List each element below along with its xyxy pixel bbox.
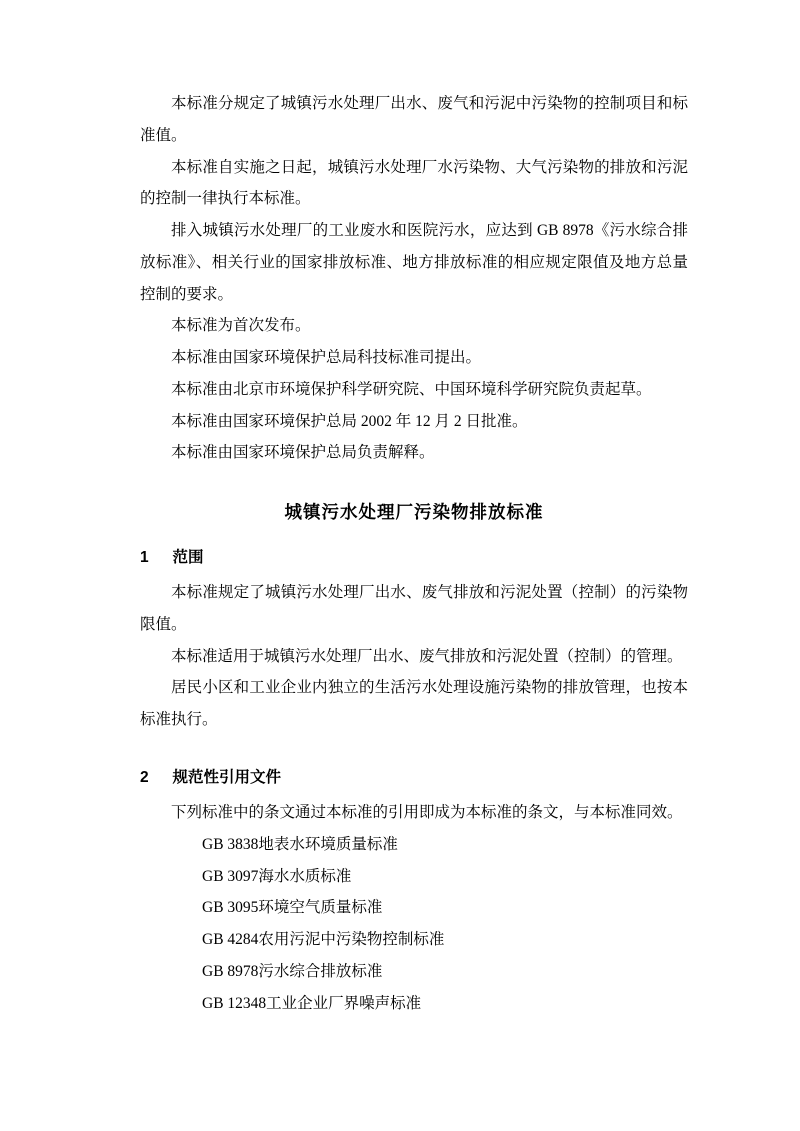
list-item xyxy=(140,892,688,924)
list-item xyxy=(140,956,688,988)
section-heading-1 xyxy=(140,542,688,573)
preface-statement-4: 本标准由国家环境保护总局 2002 年 12 月 2 日批准。 xyxy=(171,412,528,430)
reference-name: 环境空气质量标准 xyxy=(258,899,383,917)
list-item xyxy=(140,861,688,893)
list-item xyxy=(140,924,688,956)
reference-code: GB 8978 xyxy=(202,962,259,980)
preface-statement-3: 本标准由北京市环境保护科学研究院、中国环境科学研究院负责起草。 xyxy=(171,380,652,398)
preface-paragraph-3: 排入城镇污水处理厂的工业废水和医院污水，应达到 GB 8978《污水综合排放标准》、相关行业的国家排放标准、地方排放标准的相应规定限值及地方总量控制的要求。 xyxy=(140,222,688,303)
list-item xyxy=(140,988,688,1020)
preface-statement-5: 本标准由国家环境保护总局负责解释。 xyxy=(171,444,435,462)
reference-code: GB 12348 xyxy=(202,994,267,1012)
reference-name: 污水综合排放标准 xyxy=(258,962,383,980)
section-title-2: 规范性引用文件 xyxy=(172,769,282,787)
section-number-2: 2 xyxy=(140,769,149,787)
reference-code: GB 3095 xyxy=(202,899,259,917)
section-1-paragraph-3: 居民小区和工业企业内独立的生活污水处理设施污染物的排放管理，也按本标准执行。 xyxy=(140,679,688,729)
section-number-1: 1 xyxy=(140,549,149,567)
preface-paragraph-2: 本标准自实施之日起，城镇污水处理厂水污染物、大气污染物的排放和污泥的控制一律执行本标准。 xyxy=(140,158,688,208)
reference-name: 地表水环境质量标准 xyxy=(258,835,398,853)
normative-reference-list xyxy=(140,829,688,1020)
section-spacer xyxy=(140,736,688,746)
section-title-1: 范围 xyxy=(172,549,204,567)
page-title: 城镇污水处理厂污染物排放标准 xyxy=(284,502,544,523)
reference-code: GB 4284 xyxy=(202,931,259,949)
section-2-paragraph-1: 下列标准中的条文通过本标准的引用即成为本标准的条文，与本标准同效。 xyxy=(171,804,683,822)
section-heading-2 xyxy=(140,762,688,793)
reference-code: GB 3838 xyxy=(202,835,259,853)
reference-name: 农用污泥中污染物控制标准 xyxy=(258,931,445,949)
reference-code: GB 3097 xyxy=(202,867,259,885)
preface-paragraph-1: 本标准分规定了城镇污水处理厂出水、废气和污泥中污染物的控制项目和标准值。 xyxy=(140,95,688,144)
preface-statement-2: 本标准由国家环境保护总局科技标准司提出。 xyxy=(171,349,482,367)
section-1-paragraph-2: 本标准适用于城镇污水处理厂出水、废气排放和污泥处置（控制）的管理。 xyxy=(171,647,683,665)
preface-statement-1: 本标准为首次发布。 xyxy=(171,317,311,335)
list-item xyxy=(140,829,688,861)
section-1-paragraph-1: 本标准规定了城镇污水处理厂出水、废气排放和污泥处置（控制）的污染物限值。 xyxy=(140,584,688,633)
reference-name: 工业企业厂界噪声标准 xyxy=(266,994,422,1012)
reference-name: 海水水质标准 xyxy=(258,867,352,885)
